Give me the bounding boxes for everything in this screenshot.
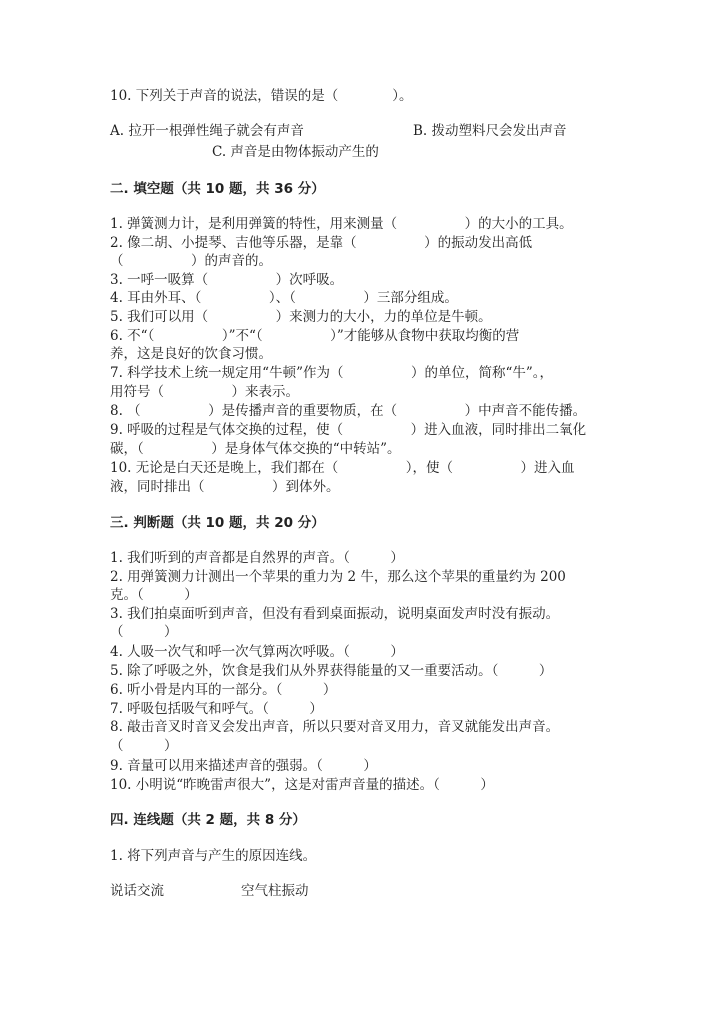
fill-line: 10. 无论是白天还是晚上，我们都在（ ），使（ ）进入血 (110, 460, 575, 476)
judge-line: 7. 呼吸包括吸气和呼气。（ ） (110, 701, 323, 717)
fill-section-heading: 二. 填空题（共 10 题，共 36 分） (110, 181, 325, 197)
fill-line: 5. 我们可以用（ ）来测力的大小，力的单位是牛顿。 (110, 309, 492, 325)
fill-line: 养，这是良好的饮食习惯。 (110, 346, 272, 362)
fill-line: 3. 一呼一吸算（ ）次呼吸。 (110, 272, 344, 288)
judge-line: 6. 听小骨是内耳的一部分。（ ） (110, 682, 337, 698)
mc-option-b: B. 拨动塑料尺会发出声音 (413, 123, 567, 139)
judge-line: （ ） (110, 738, 178, 754)
judge-line: 5. 除了呼吸之外，饮食是我们从外界获得能量的又一重要活动。（ ） (110, 663, 553, 679)
judge-line: 1. 我们听到的声音都是自然界的声音。（ ） (110, 550, 404, 566)
mc-option-a: A. 拉开一根弹性绳子就会有声音 (110, 123, 304, 139)
match-question-1: 1. 将下列声音与产生的原因连线。 (110, 848, 317, 864)
match-section-heading: 四. 连线题（共 2 题，共 8 分） (110, 812, 306, 828)
judge-line: 10. 小明说“昨晚雷声很大”，这是对雷声音量的描述。（ ） (110, 777, 494, 793)
fill-line: 1. 弹簧测力计，是利用弹簧的特性，用来测量（ ）的大小的工具。 (110, 216, 573, 232)
judge-section-heading: 三. 判断题（共 10 题，共 20 分） (110, 515, 325, 531)
mc-question-10: 10. 下列关于声音的说法，错误的是（ ）。 (110, 88, 413, 104)
fill-line: （ ）的声音的。 (110, 253, 272, 269)
judge-line: 克。（ ） (110, 587, 198, 603)
judge-line: （ ） (110, 624, 178, 640)
judge-line: 3. 我们拍桌面听到声音，但没有看到桌面振动，说明桌面发声时没有振动。 (110, 606, 560, 622)
fill-line: 8. （ ）是传播声音的重要物质，在（ ）中声音不能传播。 (110, 403, 587, 419)
fill-line: 碳，（ ）是身体气体交换的“中转站”。 (110, 441, 401, 457)
fill-line: 液，同时排出（ ）到体外。 (110, 479, 340, 495)
fill-line: 2. 像二胡、小提琴、吉他等乐器，是靠（ ）的振动发出高低 (110, 235, 533, 251)
fill-line: 4. 耳由外耳、（ ）、（ ）三部分组成。 (110, 290, 458, 306)
mc-option-c: C. 声音是由物体振动产生的 (212, 144, 379, 160)
fill-line: 7. 科学技术上统一规定用“牛顿”作为（ ）的单位，简称“牛”。， (110, 365, 554, 381)
judge-line: 9. 音量可以用来描述声音的强弱。（ ） (110, 758, 377, 774)
fill-line: 6. 不“（ ）”不“（ ）”才能够从食物中获取均衡的营 (110, 328, 520, 344)
fill-line: 用符号（ ）来表示。 (110, 384, 299, 400)
match-right-item: 空气柱振动 (241, 883, 309, 899)
judge-line: 8. 敲击音叉时音叉会发出声音，所以只要对音叉用力，音叉就能发出声音。 (110, 719, 560, 735)
match-left-item: 说话交流 (110, 883, 164, 899)
judge-line: 2. 用弹簧测力计测出一个苹果的重力为 2 牛，那么这个苹果的重量约为 200 (110, 569, 566, 585)
judge-line: 4. 人吸一次气和呼一次气算两次呼吸。（ ） (110, 644, 404, 660)
fill-line: 9. 呼吸的过程是气体交换的过程，使（ ）进入血液，同时排出二氧化 (110, 422, 587, 438)
